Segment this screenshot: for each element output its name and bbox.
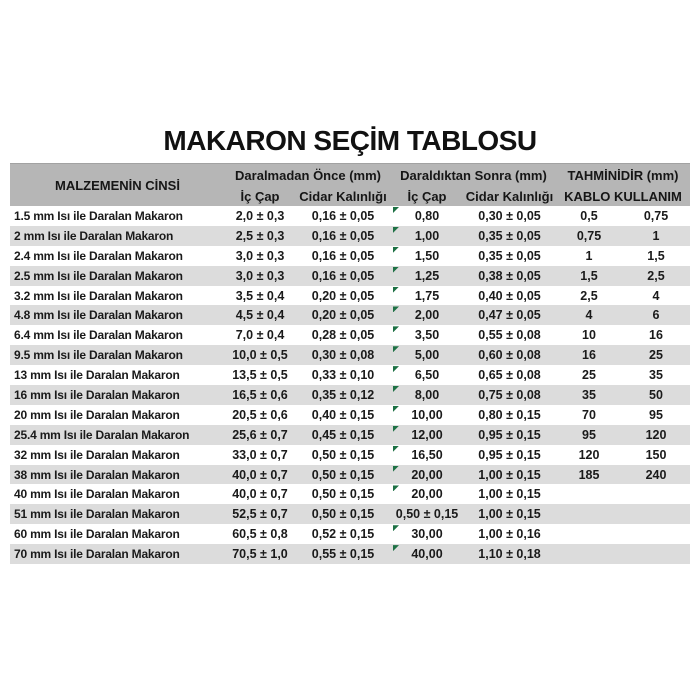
- number-as-text-flag-icon: [393, 306, 399, 312]
- cell-value: 1,50: [414, 248, 440, 263]
- table-row: [10, 504, 690, 524]
- page-title: MAKARON SEÇİM TABLOSU: [163, 125, 537, 156]
- after-inner-diameter-cell: [391, 286, 463, 306]
- material-type-cell: 32 mm Isı ile Daralan Makaron: [14, 447, 180, 462]
- table-row: [10, 305, 690, 325]
- before-wall-thickness-cell: 0,20 ± 0,05: [311, 288, 375, 303]
- cell-value: 10,00: [411, 407, 443, 422]
- table-row: [10, 266, 690, 286]
- table-body: [10, 206, 690, 564]
- table-row: [10, 524, 690, 544]
- after-wall-thickness-cell: 1,00 ± 0,15: [478, 467, 541, 482]
- cell-value: 1,25: [414, 268, 440, 283]
- before-wall-thickness-cell: 0,16 ± 0,05: [311, 268, 375, 283]
- cell-value: 2,00: [414, 308, 440, 323]
- material-type-cell: 40 mm Isı ile Daralan Makaron: [14, 487, 180, 502]
- table-row: [10, 544, 690, 564]
- cable-usage-min-cell: 0,75: [576, 228, 602, 243]
- after-inner-diameter-cell: [391, 365, 463, 385]
- after-wall-thickness-cell: 1,00 ± 0,15: [478, 487, 541, 502]
- header-before-wall-thickness: Cidar Kalınlığı: [299, 188, 387, 204]
- cable-usage-min-cell: 25: [582, 368, 596, 383]
- table-row: [10, 325, 690, 345]
- cell-value: 6,50: [414, 368, 440, 383]
- cable-usage-min-cell: 2,5: [580, 288, 598, 303]
- table-row: [10, 445, 690, 465]
- after-inner-diameter-cell: [391, 425, 463, 445]
- cell-value: 8,00: [414, 387, 440, 402]
- before-inner-diameter-cell: 33,0 ± 0,7: [232, 447, 288, 462]
- after-wall-thickness-cell: 0,60 ± 0,08: [478, 348, 541, 363]
- header-group-before-shrink: Daralmadan Önce (mm): [235, 167, 381, 183]
- before-inner-diameter-cell: 60,5 ± 0,8: [232, 527, 288, 542]
- after-inner-diameter-cell: [391, 325, 463, 345]
- cable-usage-max-cell: 150: [645, 447, 667, 462]
- before-wall-thickness-cell: 0,16 ± 0,05: [311, 228, 375, 243]
- number-as-text-flag-icon: [393, 485, 399, 491]
- after-inner-diameter-cell: [391, 484, 463, 504]
- table-row: [10, 345, 690, 365]
- cable-usage-max-cell: 16: [649, 328, 663, 343]
- material-type-cell: 2.4 mm Isı ile Daralan Makaron: [14, 248, 183, 263]
- after-inner-diameter-cell: [391, 246, 463, 266]
- cell-value: 1,75: [414, 288, 440, 303]
- before-wall-thickness-cell: 0,45 ± 0,15: [311, 427, 375, 442]
- cable-usage-max-cell: [622, 524, 690, 544]
- header-cable-usage: KABLO KULLANIM: [564, 188, 682, 204]
- after-inner-diameter-cell: [391, 226, 463, 246]
- before-inner-diameter-cell: 3,5 ± 0,4: [235, 288, 285, 303]
- table-row: [10, 465, 690, 485]
- after-inner-diameter-cell: [391, 445, 463, 465]
- after-wall-thickness-cell: 0,95 ± 0,15: [478, 447, 541, 462]
- table-row: [10, 365, 690, 385]
- cell-value: 20,00: [411, 487, 443, 502]
- header-before-inner-diameter: İç Çap: [240, 188, 280, 204]
- cable-usage-min-cell: 1,5: [580, 268, 598, 283]
- after-inner-diameter-cell: [391, 465, 463, 485]
- cable-usage-min-cell: 10: [582, 328, 596, 343]
- table-row: [10, 226, 690, 246]
- cable-usage-max-cell: 0,75: [643, 208, 669, 223]
- before-wall-thickness-cell: 0,16 ± 0,05: [311, 248, 375, 263]
- material-type-cell: 38 mm Isı ile Daralan Makaron: [14, 467, 180, 482]
- cable-usage-min-cell: 70: [582, 407, 596, 422]
- cable-usage-max-cell: 2,5: [647, 268, 665, 283]
- number-as-text-flag-icon: [393, 366, 399, 372]
- cable-usage-max-cell: 50: [649, 387, 663, 402]
- table-row: [10, 206, 690, 226]
- cable-usage-min-cell: 185: [578, 467, 600, 482]
- material-type-cell: 2.5 mm Isı ile Daralan Makaron: [14, 268, 183, 283]
- number-as-text-flag-icon: [393, 426, 399, 432]
- cable-usage-min-cell: 1: [585, 248, 593, 263]
- before-wall-thickness-cell: 0,50 ± 0,15: [311, 507, 375, 522]
- cable-usage-min-cell: 0,5: [580, 208, 598, 223]
- after-wall-thickness-cell: 0,30 ± 0,05: [478, 208, 541, 223]
- material-type-cell: 16 mm Isı ile Daralan Makaron: [14, 387, 180, 402]
- table-row: [10, 405, 690, 425]
- number-as-text-flag-icon: [393, 545, 399, 551]
- cell-value: 0,50 ± 0,15: [395, 507, 459, 522]
- cell-value: 40,00: [411, 547, 443, 562]
- before-inner-diameter-cell: 25,6 ± 0,7: [232, 427, 288, 442]
- before-wall-thickness-cell: 0,30 ± 0,08: [311, 348, 375, 363]
- cable-usage-min-cell: [556, 544, 622, 564]
- number-as-text-flag-icon: [393, 346, 399, 352]
- selection-table: [10, 163, 690, 564]
- cable-usage-max-cell: 240: [645, 467, 667, 482]
- before-wall-thickness-cell: 0,35 ± 0,12: [311, 387, 375, 402]
- before-inner-diameter-cell: 3,0 ± 0,3: [235, 248, 285, 263]
- cable-usage-min-cell: [556, 504, 622, 524]
- material-type-cell: 51 mm Isı ile Daralan Makaron: [14, 507, 180, 522]
- after-inner-diameter-cell: [391, 385, 463, 405]
- before-inner-diameter-cell: 70,5 ± 1,0: [232, 547, 288, 562]
- after-wall-thickness-cell: 0,95 ± 0,15: [478, 427, 541, 442]
- before-inner-diameter-cell: 52,5 ± 0,7: [232, 507, 288, 522]
- before-inner-diameter-cell: 40,0 ± 0,7: [232, 487, 288, 502]
- header-after-inner-diameter: İç Çap: [407, 188, 447, 204]
- material-type-cell: 9.5 mm Isı ile Daralan Makaron: [14, 348, 183, 363]
- number-as-text-flag-icon: [393, 386, 399, 392]
- cable-usage-min-cell: [556, 484, 622, 504]
- cable-usage-min-cell: 4: [585, 308, 593, 323]
- number-as-text-flag-icon: [393, 247, 399, 253]
- cable-usage-max-cell: 1,5: [647, 248, 665, 263]
- before-inner-diameter-cell: 3,0 ± 0,3: [235, 268, 285, 283]
- after-inner-diameter-cell: [391, 345, 463, 365]
- cable-usage-min-cell: 16: [582, 348, 596, 363]
- before-wall-thickness-cell: 0,52 ± 0,15: [311, 527, 375, 542]
- cable-usage-min-cell: 120: [578, 447, 600, 462]
- after-wall-thickness-cell: 0,80 ± 0,15: [478, 407, 541, 422]
- cable-usage-min-cell: 35: [582, 387, 596, 402]
- number-as-text-flag-icon: [393, 326, 399, 332]
- cable-usage-min-cell: [556, 524, 622, 544]
- before-wall-thickness-cell: 0,20 ± 0,05: [311, 308, 375, 323]
- cable-usage-max-cell: 1: [652, 228, 660, 243]
- cell-value: 3,50: [414, 328, 440, 343]
- before-wall-thickness-cell: 0,50 ± 0,15: [311, 447, 375, 462]
- after-wall-thickness-cell: 1,00 ± 0,15: [478, 507, 541, 522]
- before-inner-diameter-cell: 7,0 ± 0,4: [235, 328, 285, 343]
- table-row: [10, 425, 690, 445]
- before-inner-diameter-cell: 2,5 ± 0,3: [235, 228, 285, 243]
- after-wall-thickness-cell: 0,47 ± 0,05: [478, 308, 541, 323]
- header-material-type: MALZEMENİN CİNSİ: [55, 177, 180, 193]
- cell-value: 12,00: [411, 427, 443, 442]
- number-as-text-flag-icon: [393, 207, 399, 213]
- after-inner-diameter-cell: [391, 405, 463, 425]
- cable-usage-max-cell: 4: [652, 288, 660, 303]
- before-wall-thickness-cell: 0,33 ± 0,10: [311, 368, 375, 383]
- before-wall-thickness-cell: 0,16 ± 0,05: [311, 208, 375, 223]
- material-type-cell: 2 mm Isı ile Daralan Makaron: [14, 228, 174, 243]
- before-wall-thickness-cell: 0,55 ± 0,15: [311, 547, 375, 562]
- before-inner-diameter-cell: 2,0 ± 0,3: [235, 208, 285, 223]
- after-inner-diameter-cell: [391, 206, 463, 226]
- cable-usage-max-cell: [622, 544, 690, 564]
- cell-value: 16,50: [411, 447, 443, 462]
- after-wall-thickness-cell: 1,00 ± 0,16: [478, 527, 541, 542]
- before-wall-thickness-cell: 0,50 ± 0,15: [311, 467, 375, 482]
- material-type-cell: 13 mm Isı ile Daralan Makaron: [14, 368, 180, 383]
- cell-value: 5,00: [414, 348, 440, 363]
- after-wall-thickness-cell: 0,38 ± 0,05: [478, 268, 541, 283]
- after-wall-thickness-cell: 0,55 ± 0,08: [478, 328, 541, 343]
- after-wall-thickness-cell: 0,40 ± 0,05: [478, 288, 541, 303]
- material-type-cell: 25.4 mm Isı ile Daralan Makaron: [14, 427, 190, 442]
- material-type-cell: 3.2 mm Isı ile Daralan Makaron: [14, 288, 183, 303]
- after-inner-diameter-cell: [391, 305, 463, 325]
- before-inner-diameter-cell: 40,0 ± 0,7: [232, 467, 288, 482]
- after-inner-diameter-cell: [391, 544, 463, 564]
- after-wall-thickness-cell: 0,75 ± 0,08: [478, 387, 541, 402]
- before-inner-diameter-cell: 13,5 ± 0,5: [232, 368, 288, 383]
- number-as-text-flag-icon: [393, 227, 399, 233]
- after-inner-diameter-cell: [391, 266, 463, 286]
- material-type-cell: 60 mm Isı ile Daralan Makaron: [14, 527, 180, 542]
- cell-value: 20,00: [411, 467, 443, 482]
- before-inner-diameter-cell: 10,0 ± 0,5: [232, 348, 288, 363]
- number-as-text-flag-icon: [393, 287, 399, 293]
- cable-usage-max-cell: 35: [649, 368, 663, 383]
- material-type-cell: 20 mm Isı ile Daralan Makaron: [14, 407, 180, 422]
- number-as-text-flag-icon: [393, 525, 399, 531]
- before-inner-diameter-cell: 4,5 ± 0,4: [235, 308, 285, 323]
- cable-usage-max-cell: 6: [652, 308, 660, 323]
- after-inner-diameter-cell: [391, 504, 463, 524]
- header-group-estimate: TAHMİNİDİR (mm): [567, 167, 679, 183]
- cable-usage-max-cell: 95: [649, 407, 663, 422]
- before-wall-thickness-cell: 0,28 ± 0,05: [311, 328, 375, 343]
- before-inner-diameter-cell: 16,5 ± 0,6: [232, 387, 288, 402]
- number-as-text-flag-icon: [393, 267, 399, 273]
- table-row: [10, 246, 690, 266]
- table-header: [10, 163, 690, 206]
- material-type-cell: 1.5 mm Isı ile Daralan Makaron: [14, 208, 183, 223]
- cable-usage-max-cell: [622, 504, 690, 524]
- cell-value: 30,00: [411, 527, 443, 542]
- header-group-after-shrink: Daraldıktan Sonra (mm): [400, 167, 547, 183]
- table-row: [10, 286, 690, 306]
- after-wall-thickness-cell: 1,10 ± 0,18: [478, 547, 541, 562]
- after-wall-thickness-cell: 0,65 ± 0,08: [478, 368, 541, 383]
- material-type-cell: 70 mm Isı ile Daralan Makaron: [14, 547, 180, 562]
- before-wall-thickness-cell: 0,40 ± 0,15: [311, 407, 375, 422]
- number-as-text-flag-icon: [393, 406, 399, 412]
- before-wall-thickness-cell: 0,50 ± 0,15: [311, 487, 375, 502]
- after-wall-thickness-cell: 0,35 ± 0,05: [478, 248, 541, 263]
- cable-usage-max-cell: 120: [645, 427, 667, 442]
- cable-usage-min-cell: 95: [582, 427, 596, 442]
- table-row: [10, 484, 690, 504]
- cell-value: 1,00: [414, 228, 440, 243]
- number-as-text-flag-icon: [393, 446, 399, 452]
- material-type-cell: 4.8 mm Isı ile Daralan Makaron: [14, 308, 183, 323]
- after-inner-diameter-cell: [391, 524, 463, 544]
- cable-usage-max-cell: [622, 484, 690, 504]
- before-inner-diameter-cell: 20,5 ± 0,6: [232, 407, 288, 422]
- cell-value: 0,80: [414, 208, 440, 223]
- material-type-cell: 6.4 mm Isı ile Daralan Makaron: [14, 328, 183, 343]
- number-as-text-flag-icon: [393, 466, 399, 472]
- cable-usage-max-cell: 25: [649, 348, 663, 363]
- table-row: [10, 385, 690, 405]
- after-wall-thickness-cell: 0,35 ± 0,05: [478, 228, 541, 243]
- header-after-wall-thickness: Cidar Kalınlığı: [465, 188, 554, 204]
